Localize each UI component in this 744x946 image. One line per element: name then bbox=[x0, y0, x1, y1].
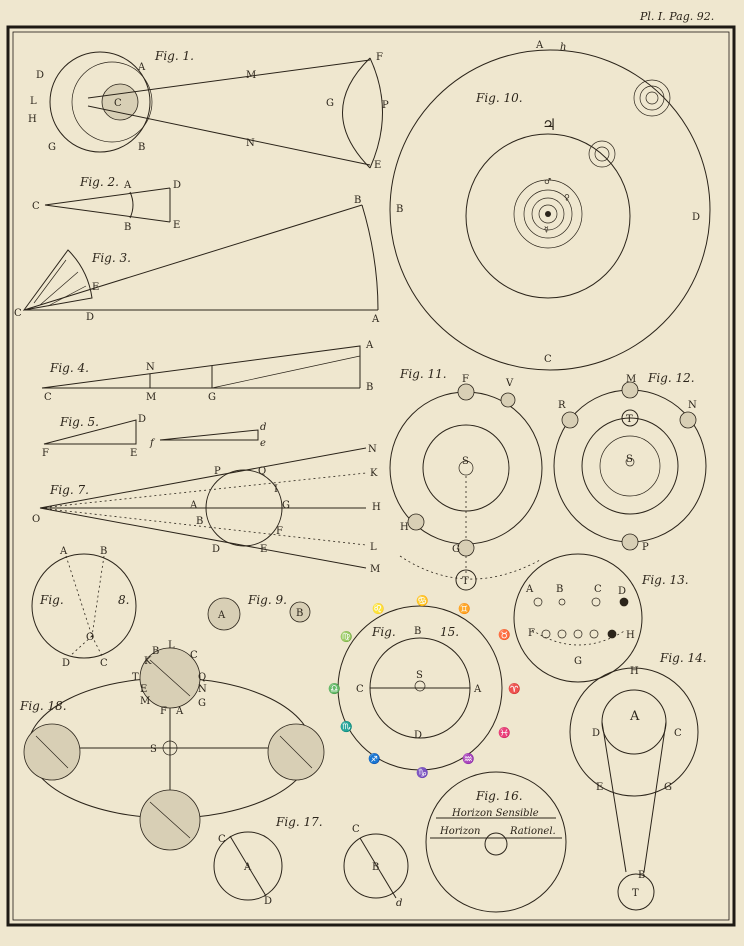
svg-text:E: E bbox=[374, 160, 382, 171]
svg-text:B: B bbox=[138, 142, 146, 153]
svg-text:A: A bbox=[60, 546, 68, 557]
svg-text:R: R bbox=[558, 400, 566, 411]
svg-text:B: B bbox=[196, 516, 204, 527]
svg-text:A: A bbox=[366, 340, 374, 351]
svg-text:F: F bbox=[42, 448, 49, 459]
svg-text:B: B bbox=[100, 546, 108, 557]
svg-text:D: D bbox=[264, 896, 273, 907]
svg-text:C: C bbox=[32, 201, 40, 212]
svg-text:A: A bbox=[372, 314, 380, 325]
svg-text:B: B bbox=[372, 862, 380, 873]
svg-text:C: C bbox=[218, 834, 226, 845]
svg-text:C: C bbox=[544, 354, 552, 365]
svg-text:G: G bbox=[208, 392, 216, 403]
svg-text:B: B bbox=[414, 626, 422, 637]
svg-text:G: G bbox=[198, 698, 206, 709]
svg-text:N: N bbox=[246, 138, 255, 149]
svg-text:D: D bbox=[36, 70, 45, 81]
svg-text:S: S bbox=[626, 454, 633, 465]
svg-text:H: H bbox=[372, 502, 381, 513]
svg-text:☿: ☿ bbox=[544, 225, 549, 234]
svg-text:T: T bbox=[132, 672, 139, 683]
svg-text:T: T bbox=[626, 414, 633, 425]
svg-text:Q: Q bbox=[258, 466, 267, 477]
svg-text:C: C bbox=[44, 392, 52, 403]
svg-text:C: C bbox=[594, 584, 602, 595]
svg-text:Fig. 18.: Fig. 18. bbox=[20, 699, 67, 713]
svg-text:P: P bbox=[642, 542, 649, 553]
svg-text:O: O bbox=[86, 632, 95, 643]
svg-text:G: G bbox=[326, 98, 334, 109]
svg-text:♂: ♂ bbox=[544, 177, 552, 186]
svg-text:♋: ♋ bbox=[416, 596, 429, 607]
svg-text:C: C bbox=[14, 308, 22, 319]
svg-text:D: D bbox=[414, 730, 423, 741]
svg-text:O: O bbox=[32, 514, 41, 525]
svg-text:D: D bbox=[138, 414, 147, 425]
svg-text:♀: ♀ bbox=[564, 193, 570, 202]
svg-text:Fig. 10.: Fig. 10. bbox=[476, 91, 523, 105]
svg-text:H: H bbox=[400, 522, 409, 533]
svg-text:Q: Q bbox=[198, 672, 207, 683]
svg-text:A: A bbox=[124, 180, 132, 191]
svg-text:F: F bbox=[528, 628, 535, 639]
svg-text:C: C bbox=[190, 650, 198, 661]
svg-text:Fig. 4.: Fig. 4. bbox=[50, 361, 89, 375]
svg-text:K: K bbox=[370, 468, 378, 479]
svg-text:Fig. 11.: Fig. 11. bbox=[400, 367, 447, 381]
svg-text:D: D bbox=[692, 212, 701, 223]
svg-text:V: V bbox=[506, 378, 514, 389]
svg-text:E: E bbox=[140, 684, 148, 695]
svg-text:N: N bbox=[368, 444, 377, 455]
svg-text:M: M bbox=[140, 696, 151, 707]
svg-text:G: G bbox=[282, 500, 290, 511]
svg-text:C: C bbox=[100, 658, 108, 669]
svg-text:♎: ♎ bbox=[328, 684, 341, 695]
svg-text:G: G bbox=[574, 656, 582, 667]
svg-text:E: E bbox=[596, 782, 604, 793]
svg-text:E: E bbox=[130, 448, 138, 459]
svg-text:♃: ♃ bbox=[542, 115, 557, 134]
svg-text:M: M bbox=[146, 392, 157, 403]
svg-text:d: d bbox=[260, 422, 267, 433]
svg-text:E: E bbox=[173, 220, 181, 231]
svg-text:B: B bbox=[152, 646, 160, 657]
svg-text:Fig. 13.: Fig. 13. bbox=[642, 573, 689, 587]
svg-text:♓: ♓ bbox=[498, 728, 511, 739]
svg-text:G: G bbox=[452, 544, 460, 555]
svg-text:B: B bbox=[354, 195, 362, 206]
svg-text:Fig. 14.: Fig. 14. bbox=[660, 651, 707, 665]
svg-text:A: A bbox=[244, 862, 252, 873]
svg-text:h: h bbox=[560, 42, 567, 53]
svg-text:L: L bbox=[168, 640, 175, 651]
svg-text:♏: ♏ bbox=[340, 722, 353, 733]
svg-text:D: D bbox=[618, 586, 627, 597]
svg-text:♒: ♒ bbox=[462, 754, 475, 765]
svg-text:Fig. 3.: Fig. 3. bbox=[92, 251, 131, 265]
svg-text:A: A bbox=[218, 610, 226, 621]
svg-text:I: I bbox=[274, 484, 278, 495]
svg-text:A: A bbox=[526, 584, 534, 595]
svg-text:E: E bbox=[260, 544, 268, 555]
svg-text:e: e bbox=[260, 438, 266, 449]
svg-text:8.: 8. bbox=[118, 593, 130, 607]
svg-text:Fig. 9.: Fig. 9. bbox=[248, 593, 287, 607]
svg-text:A: A bbox=[138, 62, 146, 73]
svg-text:A: A bbox=[474, 684, 482, 695]
svg-text:N: N bbox=[198, 684, 207, 695]
figure-1-title: Fig. 1. bbox=[155, 49, 194, 63]
svg-text:♑: ♑ bbox=[416, 768, 429, 779]
svg-text:Fig. 16.: Fig. 16. bbox=[476, 789, 523, 803]
svg-text:Fig.: Fig. bbox=[40, 593, 64, 607]
svg-text:Fig. 7.: Fig. 7. bbox=[50, 483, 89, 497]
svg-text:♈: ♈ bbox=[508, 684, 521, 695]
svg-text:F: F bbox=[376, 52, 383, 63]
svg-text:f: f bbox=[150, 438, 154, 449]
svg-text:Horizon Sensible: Horizon Sensible bbox=[452, 808, 539, 819]
svg-text:♊: ♊ bbox=[458, 604, 471, 615]
svg-text:L: L bbox=[30, 96, 37, 107]
svg-text:P: P bbox=[382, 100, 389, 111]
svg-text:Fig.: Fig. bbox=[372, 625, 396, 639]
svg-text:F: F bbox=[462, 374, 469, 385]
svg-text:M: M bbox=[370, 564, 381, 575]
svg-text:♉: ♉ bbox=[498, 630, 511, 641]
svg-text:E: E bbox=[92, 282, 100, 293]
svg-text:d: d bbox=[396, 898, 403, 909]
svg-text:Horizon: Horizon bbox=[440, 826, 481, 837]
svg-text:K: K bbox=[144, 656, 152, 667]
svg-text:H: H bbox=[626, 630, 635, 641]
svg-text:G: G bbox=[664, 782, 672, 793]
svg-text:♍: ♍ bbox=[340, 632, 353, 643]
svg-text:S: S bbox=[462, 456, 469, 467]
svg-text:Fig. 17.: Fig. 17. bbox=[276, 815, 323, 829]
svg-text:A: A bbox=[176, 706, 184, 717]
svg-text:F: F bbox=[160, 706, 167, 717]
svg-text:D: D bbox=[86, 312, 95, 323]
svg-text:F: F bbox=[276, 526, 283, 537]
svg-text:Fig. 2.: Fig. 2. bbox=[80, 175, 119, 189]
svg-text:A: A bbox=[190, 500, 198, 511]
svg-text:♐: ♐ bbox=[368, 754, 381, 765]
svg-text:D: D bbox=[173, 180, 182, 191]
svg-text:D: D bbox=[62, 658, 71, 669]
svg-text:C: C bbox=[114, 98, 122, 109]
svg-text:S: S bbox=[150, 744, 157, 755]
svg-text:B: B bbox=[296, 608, 304, 619]
svg-text:L: L bbox=[370, 542, 377, 553]
svg-text:B: B bbox=[366, 382, 374, 393]
svg-text:N: N bbox=[146, 362, 155, 373]
svg-text:B: B bbox=[556, 584, 564, 595]
svg-text:C: C bbox=[356, 684, 364, 695]
svg-text:T: T bbox=[632, 888, 639, 899]
svg-text:C: C bbox=[352, 824, 360, 835]
plate-header: Pl. I. Pag. 92. bbox=[640, 10, 715, 23]
svg-text:15.: 15. bbox=[440, 625, 460, 639]
svg-text:P: P bbox=[214, 466, 221, 477]
svg-text:D: D bbox=[592, 728, 601, 739]
svg-text:Fig. 5.: Fig. 5. bbox=[60, 415, 99, 429]
svg-text:Fig. 12.: Fig. 12. bbox=[648, 371, 695, 385]
svg-text:M: M bbox=[246, 70, 257, 81]
svg-text:M: M bbox=[626, 374, 637, 385]
svg-text:A: A bbox=[630, 709, 640, 724]
svg-text:Rationel.: Rationel. bbox=[510, 826, 556, 837]
svg-text:G: G bbox=[48, 142, 56, 153]
svg-text:♌: ♌ bbox=[372, 604, 385, 615]
svg-text:N: N bbox=[688, 400, 697, 411]
svg-text:A: A bbox=[536, 40, 544, 51]
svg-text:T: T bbox=[462, 576, 469, 587]
svg-text:S: S bbox=[416, 670, 423, 681]
svg-text:H: H bbox=[28, 114, 37, 125]
svg-text:D: D bbox=[212, 544, 221, 555]
svg-text:B: B bbox=[638, 870, 646, 881]
svg-text:C: C bbox=[674, 728, 682, 739]
svg-text:B: B bbox=[124, 222, 132, 233]
svg-text:H: H bbox=[630, 666, 639, 677]
svg-text:B: B bbox=[396, 204, 404, 215]
